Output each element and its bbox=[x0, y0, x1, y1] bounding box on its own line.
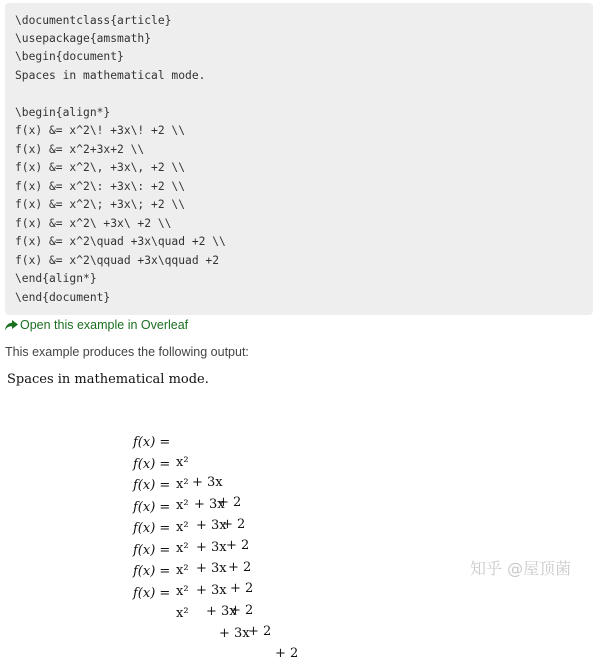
equation-lhs: f(x) = bbox=[133, 543, 171, 558]
equation-3x: + 3x bbox=[196, 561, 227, 576]
equation-row bbox=[0, 413, 242, 510]
equation-row bbox=[0, 456, 250, 553]
equation-constant: + 2 bbox=[248, 624, 272, 639]
equation-x-squared: x² bbox=[176, 498, 189, 513]
equation-3x: + 3x bbox=[196, 583, 227, 598]
equation-row bbox=[0, 478, 252, 575]
equation-lhs: f(x) = bbox=[133, 586, 171, 601]
code-line: \begin{align*} bbox=[15, 106, 111, 119]
equation-row bbox=[0, 521, 254, 618]
code-line: f(x) &= x^2\, +3x\, +2 \\ bbox=[15, 161, 186, 174]
equation-constant: + 2 bbox=[228, 560, 252, 575]
equation-constant: + 2 bbox=[222, 517, 246, 532]
equation-constant: + 2 bbox=[218, 495, 242, 510]
equation-row bbox=[0, 542, 272, 639]
equation-3x: + 3x bbox=[192, 475, 223, 490]
open-in-overleaf-link[interactable] bbox=[5, 317, 188, 333]
equation-3x: + 3x bbox=[196, 540, 227, 555]
watermark: 知乎 @屋顶菌 bbox=[470, 559, 572, 578]
equation-x-squared: x² bbox=[176, 563, 189, 578]
equation-x-squared: x² bbox=[176, 584, 189, 599]
code-line: f(x) &= x^2\qquad +3x\qquad +2 bbox=[15, 254, 220, 267]
code-line: \begin{document} bbox=[15, 50, 124, 63]
equation-constant: + 2 bbox=[275, 646, 299, 661]
code-line: Spaces in mathematical mode. bbox=[15, 69, 206, 82]
code-line: \usepackage{amsmath} bbox=[15, 32, 152, 45]
equation-row bbox=[0, 435, 246, 532]
equation-lhs: f(x) = bbox=[133, 521, 171, 536]
equation-x-squared: x² bbox=[176, 541, 189, 556]
equation-constant: + 2 bbox=[226, 538, 250, 553]
equation-3x: + 3x bbox=[206, 604, 237, 619]
intro-text: This example produces the following output: bbox=[5, 345, 249, 359]
equation-x-squared: x² bbox=[176, 477, 189, 492]
equation-constant: + 2 bbox=[230, 603, 254, 618]
equation-lhs: f(x) = bbox=[133, 564, 171, 579]
code-line: f(x) &= x^2+3x+2 \\ bbox=[15, 143, 145, 156]
code-line: f(x) &= x^2\ +3x\ +2 \\ bbox=[15, 217, 172, 230]
equation-lhs: f(x) = bbox=[133, 457, 171, 472]
equation-3x: + 3x bbox=[194, 497, 225, 512]
code-line: \end{document} bbox=[15, 291, 111, 304]
code-line: \documentclass{article} bbox=[15, 14, 172, 27]
equation-3x: + 3x bbox=[219, 626, 250, 641]
equation-lhs: f(x) = bbox=[133, 478, 171, 493]
equation-constant: + 2 bbox=[230, 581, 254, 596]
code-line: f(x) &= x^2\quad +3x\quad +2 \\ bbox=[15, 235, 226, 248]
output-text: Spaces in mathematical mode. bbox=[7, 372, 209, 387]
code-block bbox=[5, 3, 593, 315]
equation-x-squared: x² bbox=[176, 455, 189, 470]
code-line: f(x) &= x^2\! +3x\! +2 \\ bbox=[15, 124, 186, 137]
equation-lhs: f(x) = bbox=[133, 500, 171, 515]
equation-3x: + 3x bbox=[196, 518, 227, 533]
share-arrow-icon bbox=[5, 320, 18, 331]
equation-x-squared: x² bbox=[176, 606, 189, 621]
code-line: \end{align*} bbox=[15, 272, 97, 285]
equation-row bbox=[0, 499, 254, 596]
equation-x-squared: x² bbox=[176, 520, 189, 535]
equation-row bbox=[0, 564, 299, 661]
equation-lhs: f(x) = bbox=[133, 435, 171, 450]
code-line: f(x) &= x^2\: +3x\: +2 \\ bbox=[15, 180, 186, 193]
code-line: f(x) &= x^2\; +3x\; +2 \\ bbox=[15, 198, 186, 211]
overleaf-link-label: Open this example in Overleaf bbox=[20, 318, 189, 332]
